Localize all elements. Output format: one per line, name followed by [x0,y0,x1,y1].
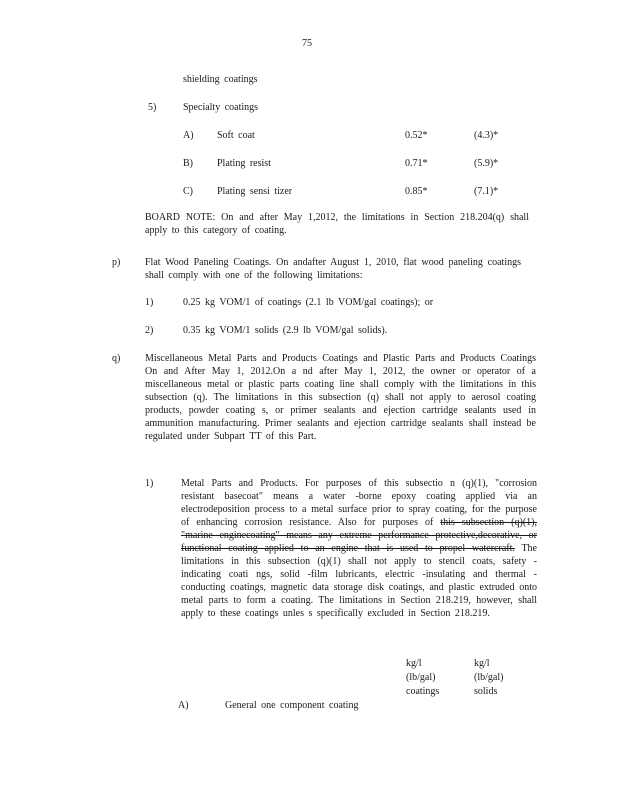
row-c-name: Plating sensi tizer [217,186,293,197]
item-5-title: Specialty coatings [183,102,259,113]
row-a-kg: 0.52* [405,130,428,141]
shielding-coatings-label: shielding coatings [183,74,258,85]
row-b-kg: 0.71* [405,158,428,169]
row-a-lb: (4.3)* [474,130,499,141]
subsection-p-label: p) [112,257,121,268]
q1-text-before: Metal Parts and Products. For purposes of this subsectio n (q)(1), "corrosion resistant basecoat" means a water -borne epoxy coating applied via an electrodeposition process to a metal surface prior to spray coating, for the purpose of enhancing corrosion resistance. Also for purposes of [181,478,537,528]
row-a-letter: A) [183,130,194,141]
q1-text-deleted: this subsection (q)(1), "marine enginecoating" means any extreme performance protective,decorative, or functional coating applied to an engine that is used to propel watercraft. [181,517,537,554]
row-c-letter: C) [183,186,193,197]
p-item-2-number: 2) [145,325,154,336]
header-col1-line2: (lb/gal) [406,672,436,683]
header-col1-line3: coatings [406,686,440,697]
row-b-letter: B) [183,158,193,169]
row-b-name: Plating resist [217,158,271,169]
q1-number: 1) [145,478,154,489]
row-a-name: Soft coat [217,130,255,141]
page-number: 75 [302,38,312,49]
row-b-lb: (5.9)* [474,158,499,169]
row-c-lb: (7.1)* [474,186,499,197]
p-item-1-text: 0.25 kg VOM/1 of coatings (2.1 lb VOM/gal coatings); or [183,297,434,308]
header-col2-line2: (lb/gal) [474,672,504,683]
general-row-letter: A) [178,700,189,711]
board-note: BOARD NOTE: On and after May 1,2012, the limitations in Section 218.204(q) shall apply to this category of coating. [145,212,529,236]
subsection-q-label: q) [112,353,121,364]
header-col2-line1: kg/l [474,658,490,669]
p-item-1-number: 1) [145,297,154,308]
row-c-kg: 0.85* [405,186,428,197]
subsection-q-text: Miscellaneous Metal Parts and Products Coatings and Plastic Parts and Products Coatings On and After May 1, 2012.On a nd after May 1, 2012, the owner or operator of a miscellaneous metal or plastic parts coating line shall comply with the limitations in this subsection (q). The limitations in this subsection (q) shall not apply to aerosol coating products, powder coating s, or primer sealants and ejection cartridge sealants used in ammunition manufacturing. Primer sealants and ejection cartridge sealants shall instead be regulated under Subpart TT of this Part. [145,353,536,442]
item-5-number: 5) [148,102,157,113]
q1-text-after: The limitations in this subsection (q)(1) shall not apply to stencil coats, safety -indicating coati ngs, solid -film lubricants, electric -insulating and thermal -conducting coatings, magnetic data storage disk coatings, and plastic extruded onto metal parts to form a coating. The limitations in Section 218.219, however, shall apply to these coatings unles s specifically excluded in Section 218.219. [181,543,537,619]
general-row-text: General one component coating [225,700,359,711]
subsection-p-text: Flat Wood Paneling Coatings. On andafter August 1, 2010, flat wood paneling coatings shall comply with one of the following limitations: [145,257,521,281]
q1-text [181,477,537,620]
header-col2-line3: solids [474,686,498,697]
p-item-2-text: 0.35 kg VOM/1 solids (2.9 lb VOM/gal solids). [183,325,388,336]
header-col1-line1: kg/l [406,658,422,669]
